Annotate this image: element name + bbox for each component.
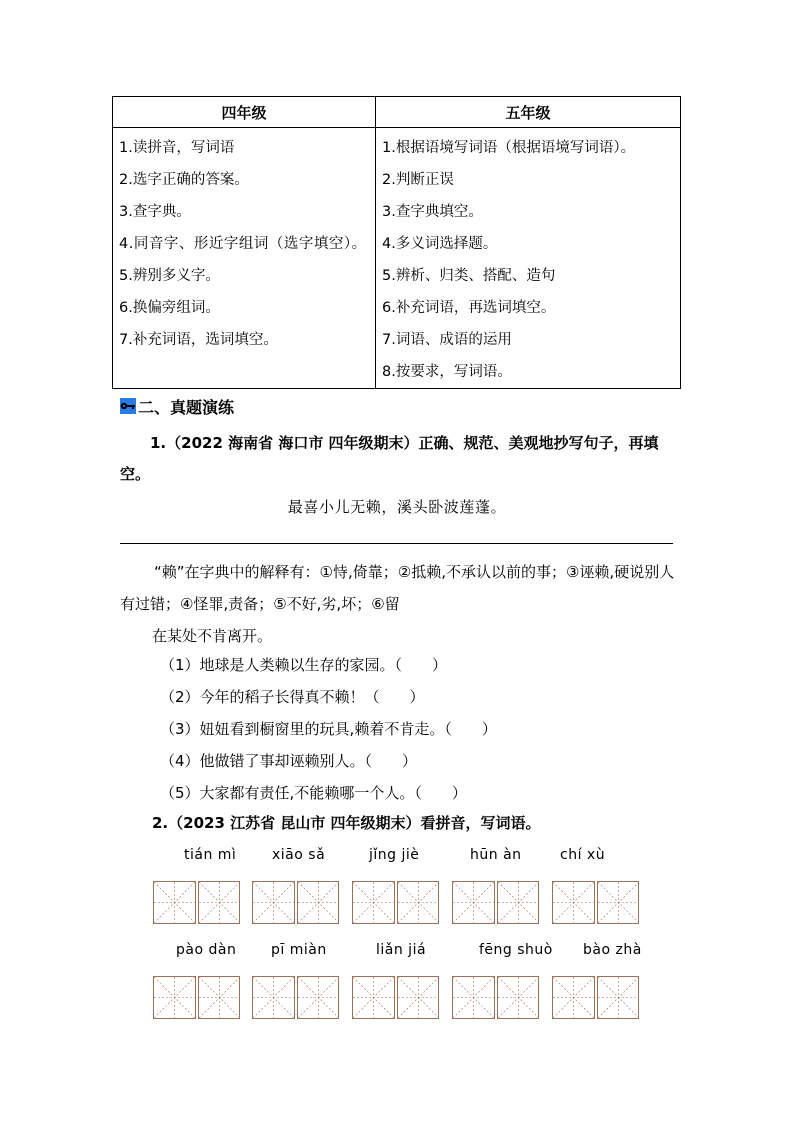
writing-cell[interactable] (397, 881, 440, 924)
table-item: 4.多义词选择题。 (382, 236, 498, 252)
writing-grid[interactable] (153, 881, 242, 924)
writing-cell[interactable] (198, 976, 241, 1019)
table-item: 6.换偏旁组词。 (119, 300, 220, 316)
writing-cell[interactable] (452, 881, 495, 924)
writing-grid[interactable] (153, 976, 242, 1019)
writing-grid[interactable] (552, 976, 641, 1019)
writing-cell[interactable] (497, 976, 540, 1019)
table-item: 7.词语、成语的运用 (382, 332, 512, 348)
table-item: 2.选字正确的答案。 (119, 172, 249, 188)
section-heading (120, 394, 234, 418)
writing-cell[interactable] (297, 881, 340, 924)
pinyin: chí xù (560, 847, 606, 863)
writing-cell[interactable] (397, 976, 440, 1019)
pinyin: xiāo sǎ (272, 847, 326, 863)
definition-continuation: 在某处不肯离开。 (152, 627, 273, 645)
writing-cell[interactable] (198, 881, 241, 924)
writing-cell[interactable] (497, 881, 540, 924)
grid-row-2 (0, 976, 794, 1020)
table-item: 8.按要求，写词语。 (382, 364, 512, 380)
writing-grid[interactable] (352, 881, 441, 924)
table-item: 1.读拼音，写词语 (119, 140, 235, 156)
key-icon (120, 398, 136, 414)
writing-cell[interactable] (452, 976, 495, 1019)
header-grade-4: 四年级 (113, 97, 376, 128)
grid-row-1 (0, 881, 794, 925)
table-item: 6.补充词语，再选词填空。 (382, 300, 556, 316)
poem-line: 最喜小儿无赖，溪头卧波莲蓬。 (287, 498, 507, 516)
table-item: 5.辨析、归类、搭配、造句 (382, 268, 556, 284)
sub-question: （2）今年的稻子长得真不赖！（ ） (160, 688, 425, 706)
writing-cell[interactable] (597, 881, 640, 924)
section-title: 二、真题演练 (138, 397, 235, 417)
writing-grid[interactable] (452, 976, 541, 1019)
writing-cell[interactable] (252, 881, 295, 924)
writing-cell[interactable] (297, 976, 340, 1019)
pinyin: tián mì (184, 847, 237, 863)
grade-4-column (113, 128, 376, 389)
table-item: 3.查字典。 (119, 204, 191, 220)
pinyin: hūn àn (470, 847, 522, 863)
definition-paragraph: “赖”在字典中的解释有：①恃,倚靠；②抵赖,不承认以前的事；③诬赖,硬说别人有过错；④怪罪,责备；⑤不好,劣,坏；⑥留 (120, 563, 675, 613)
writing-cell[interactable] (352, 976, 395, 1019)
writing-grid[interactable] (252, 881, 341, 924)
sub-question: （1）地球是人类赖以生存的家园。（ ） (160, 656, 448, 674)
pinyin: bào zhà (583, 942, 642, 958)
pinyin: liǎn jiá (376, 942, 427, 958)
writing-grid[interactable] (352, 976, 441, 1019)
writing-cell[interactable] (252, 976, 295, 1019)
writing-grid[interactable] (252, 976, 341, 1019)
question-2-title: 2.（2023 江苏省 昆山市 四年级期末）看拼音，写词语。 (152, 814, 541, 832)
writing-grid[interactable] (552, 881, 641, 924)
pinyin: pào dàn (176, 942, 237, 958)
sub-question: （3）妞妞看到橱窗里的玩具,赖着不肯走。（ ） (160, 720, 497, 738)
writing-grid[interactable] (452, 881, 541, 924)
table-item: 3.查字典填空。 (382, 204, 483, 220)
table-item: 4.同音字、形近字组词（选字填空）。 (119, 236, 367, 252)
writing-cell[interactable] (597, 976, 640, 1019)
pinyin: jǐng jiè (369, 847, 420, 863)
sub-question: （4）他做错了事却诬赖别人。（ ） (160, 752, 418, 770)
question-1-title: 1.（2022 海南省 海口市 四年级期末）正确、规范、美观地抄写句子，再填空。 (120, 434, 659, 483)
answer-line (120, 543, 673, 544)
writing-cell[interactable] (552, 976, 595, 1019)
table-item: 5.辨别多义字。 (119, 268, 220, 284)
comparison-table (112, 96, 681, 389)
writing-cell[interactable] (153, 976, 196, 1019)
writing-cell[interactable] (352, 881, 395, 924)
pinyin: pī miàn (271, 942, 327, 958)
table-item: 2.判断正误 (382, 172, 454, 188)
pinyin: fēng shuò (479, 942, 553, 958)
header-grade-5: 五年级 (376, 97, 681, 128)
writing-cell[interactable] (552, 881, 595, 924)
writing-cell[interactable] (153, 881, 196, 924)
pinyin-row-1 (0, 847, 794, 867)
pinyin-row-2 (0, 942, 794, 962)
table-item: 1.根据语境写词语（根据语境写词语）。 (382, 140, 636, 156)
grade-5-column (376, 128, 681, 389)
sub-question: （5）大家都有责任,不能赖哪一个人。（ ） (160, 784, 467, 802)
table-item: 7.补充词语，选词填空。 (119, 332, 278, 348)
